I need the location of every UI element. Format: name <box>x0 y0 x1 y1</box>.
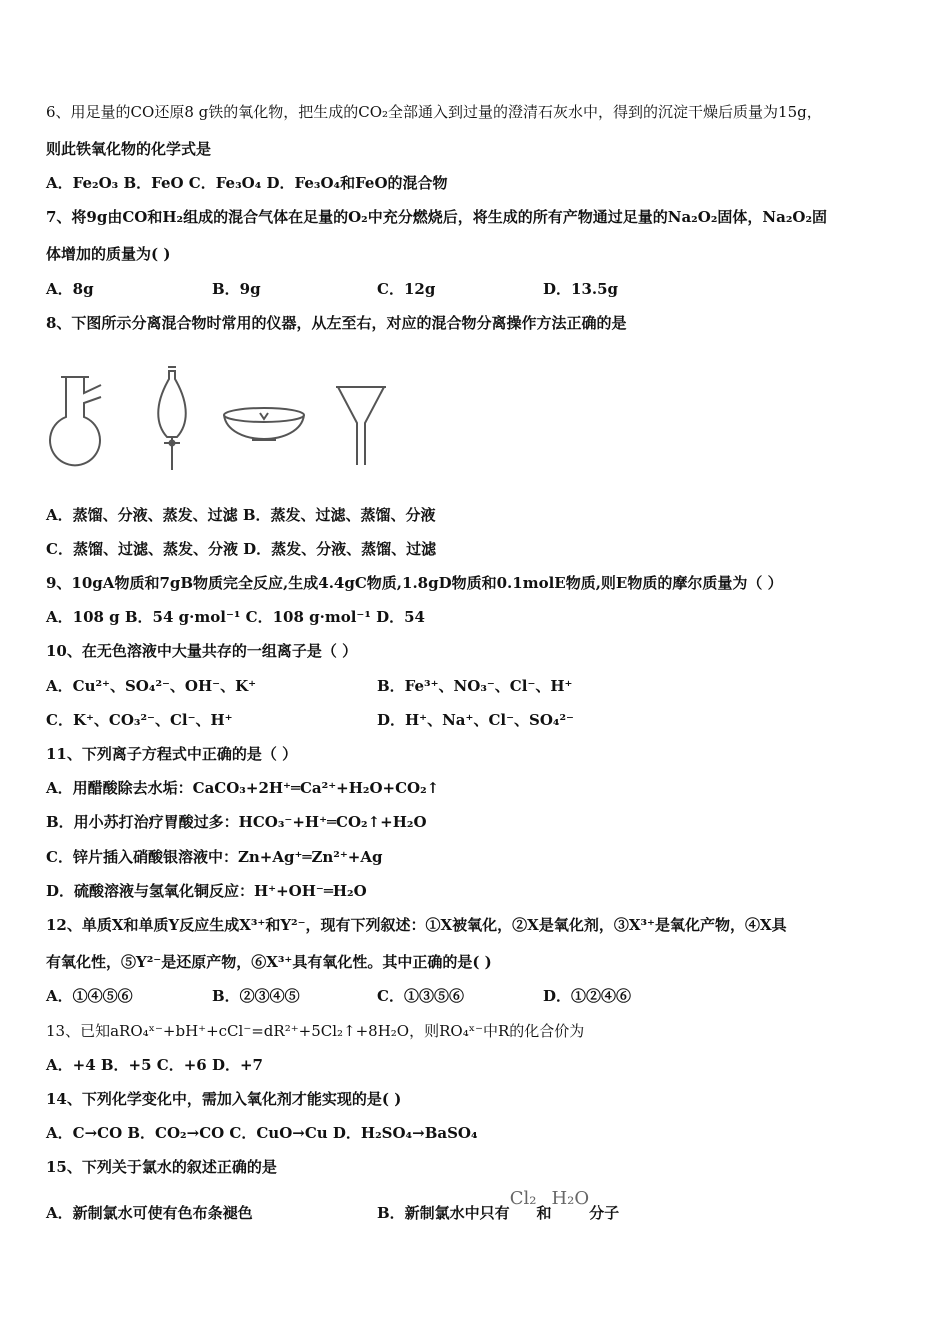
q8-options-cd: C．蒸馏、过滤、蒸发、分液 D．蒸发、分液、蒸馏、过滤 <box>46 540 437 558</box>
q15-formula-h2o: H₂O <box>551 1188 590 1209</box>
q7-option-c: C．12g <box>377 280 436 298</box>
q11-option-c: C．锌片插入硝酸银溶液中：Zn+Ag⁺═Zn²⁺+Ag <box>46 848 383 866</box>
lab-apparatus-figure <box>46 345 406 485</box>
q7-option-a: A．8g <box>46 280 94 298</box>
q13-stem: 13、已知aRO₄ˣ⁻+bH⁺+cCl⁻=dR²⁺+5Cl₂↑+8H₂O，则RO₄ˣ⁻中R的化合价为 <box>46 1022 585 1040</box>
q12-option-b: B．②③④⑤ <box>212 987 300 1005</box>
q7-stem-line2: 体增加的质量为( ) <box>46 245 171 263</box>
q13-options: A．+4 B．+5 C．+6 D．+7 <box>46 1056 263 1074</box>
q7-option-b: B．9g <box>212 280 261 298</box>
q15-formula-cl2: Cl₂ <box>509 1188 537 1209</box>
q14-stem: 14、下列化学变化中，需加入氧化剂才能实现的是( ) <box>46 1090 402 1108</box>
funnel-icon <box>336 387 386 465</box>
q11-option-d: D．硫酸溶液与氢氧化铜反应：H⁺+OH⁻═H₂O <box>46 882 367 900</box>
q15-stem: 15、下列关于氯水的叙述正确的是 <box>46 1158 277 1176</box>
q12-option-c: C．①③⑤⑥ <box>377 987 464 1005</box>
q7-stem-line1: 7、将9g由CO和H₂组成的混合气体在足量的O₂中充分燃烧后，将生成的所有产物通过足量的Na₂O₂固体，Na₂O₂固 <box>46 208 828 226</box>
q11-option-a: A．用醋酸除去水垢：CaCO₃+2H⁺═Ca²⁺+H₂O+CO₂↑ <box>46 779 440 797</box>
q10-option-d: D．H⁺、Na⁺、Cl⁻、SO₄²⁻ <box>377 711 574 729</box>
q14-options: A．C→CO B．CO₂→CO C．CuO→Cu D．H₂SO₄→BaSO₄ <box>46 1124 478 1142</box>
q12-stem-line1: 12、单质X和单质Y反应生成X³⁺和Y²⁻，现有下列叙述：①X被氧化，②X是氧化剂，③X³⁺是氧化产物，④X具 <box>46 916 787 934</box>
q6-stem-line1: 6、用足量的CO还原8 g铁的氧化物，把生成的CO₂全部通入到过量的澄清石灰水中，得到的沉淀干燥后质量为15g， <box>46 103 822 121</box>
distilling-flask-icon <box>50 377 101 465</box>
q10-option-b: B．Fe³⁺、NO₃⁻、Cl⁻、H⁺ <box>377 677 573 695</box>
q15-option-b-and: 和 <box>536 1204 552 1222</box>
q7-option-d: D．13.5g <box>543 280 619 298</box>
q15-option-b-prefix: B．新制氯水中只有 <box>377 1204 510 1222</box>
q12-option-a: A．①④⑤⑥ <box>46 987 133 1005</box>
separatory-funnel-icon <box>158 367 186 470</box>
q11-stem: 11、下列离子方程式中正确的是（ ） <box>46 745 298 763</box>
q15-option-a: A．新制氯水可使有色布条褪色 <box>46 1204 253 1222</box>
q10-option-c: C．K⁺、CO₃²⁻、Cl⁻、H⁺ <box>46 711 233 729</box>
q15-option-b <box>377 1188 620 1223</box>
q12-option-d: D．①②④⑥ <box>543 987 632 1005</box>
q10-stem: 10、在无色溶液中大量共存的一组离子是（ ） <box>46 642 358 660</box>
q11-option-b: B．用小苏打治疗胃酸过多：HCO₃⁻+H⁺═CO₂↑+H₂O <box>46 813 427 831</box>
q15-option-b-suffix: 分子 <box>589 1204 620 1222</box>
q12-stem-line2: 有氧化性，⑤Y²⁻是还原产物，⑥X³⁺具有氧化性。其中正确的是( ) <box>46 953 492 971</box>
q8-stem: 8、下图所示分离混合物时常用的仪器，从左至右，对应的混合物分离操作方法正确的是 <box>46 314 627 332</box>
evaporating-dish-icon <box>224 408 304 440</box>
q9-stem: 9、10gA物质和7gB物质完全反应,生成4.4gC物质,1.8gD物质和0.1molE物质,则E物质的摩尔质量为（ ） <box>46 574 783 592</box>
q6-options: A．Fe₂O₃ B．FeO C．Fe₃O₄ D．Fe₃O₄和FeO的混合物 <box>46 174 448 192</box>
q10-option-a: A．Cu²⁺、SO₄²⁻、OH⁻、K⁺ <box>46 677 257 695</box>
q8-options-ab: A．蒸馏、分液、蒸发、过滤 B．蒸发、过滤、蒸馏、分液 <box>46 506 436 524</box>
q9-options: A．108 g B．54 g·mol⁻¹ C．108 g·mol⁻¹ D．54 <box>46 608 425 626</box>
q6-stem-line2: 则此铁氧化物的化学式是 <box>46 140 212 158</box>
